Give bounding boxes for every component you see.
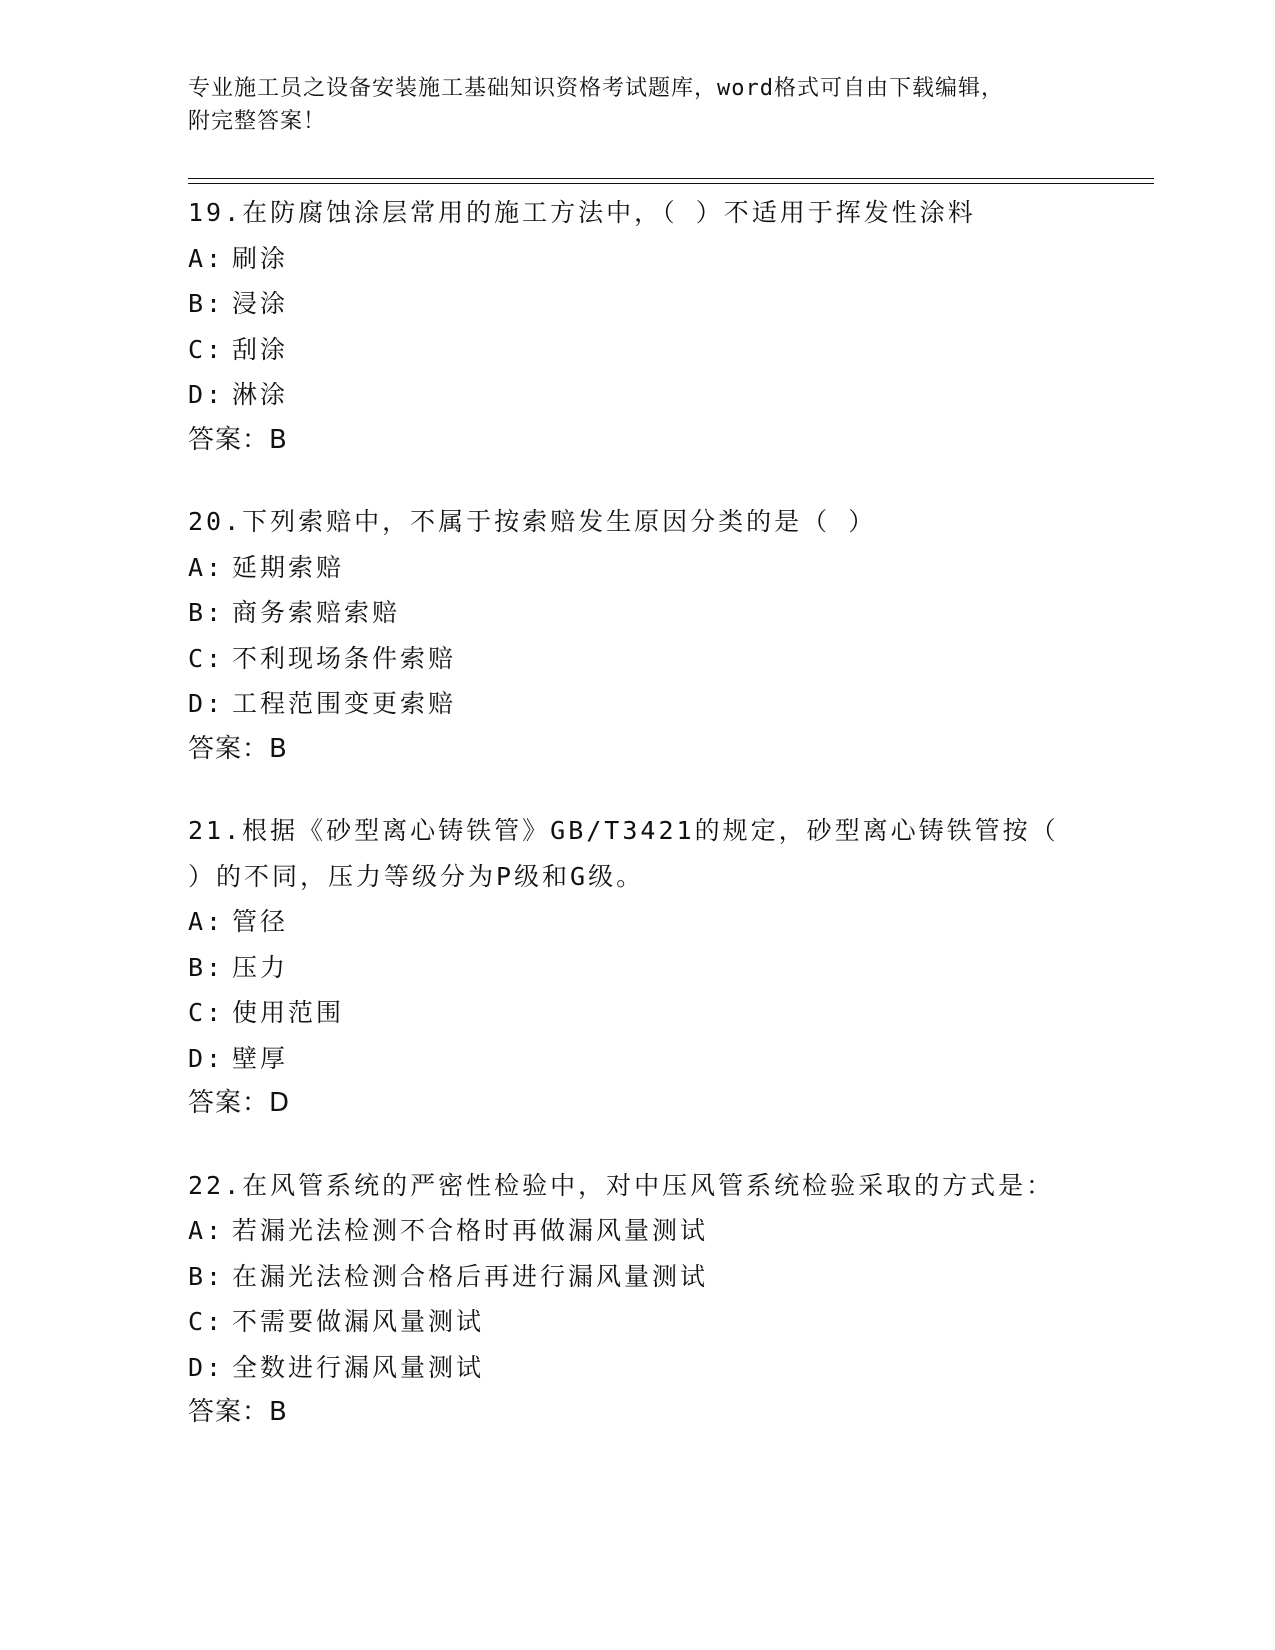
option-key: D:: [188, 1043, 225, 1073]
question-list: [188, 190, 1088, 1472]
question-22: [188, 1163, 1088, 1436]
option-d: [188, 1036, 1088, 1082]
option-d: [188, 372, 1088, 418]
option-text: 压力: [232, 952, 289, 982]
option-b: [188, 281, 1088, 327]
option-key: D:: [188, 380, 225, 409]
option-text: 若漏光法检测不合格时再做漏风量测试: [232, 1216, 709, 1245]
option-a: [188, 236, 1088, 282]
option-key: D:: [188, 1352, 225, 1382]
option-c: [188, 990, 1088, 1036]
option-text: 商务索赔索赔: [232, 598, 401, 627]
question-stem: [188, 808, 1088, 899]
option-key: C:: [188, 643, 225, 673]
option-key: C:: [188, 998, 225, 1027]
header-divider-top: [188, 178, 1154, 179]
option-b: [188, 590, 1088, 636]
option-d: [188, 681, 1088, 727]
option-key: C:: [188, 1307, 225, 1336]
option-c: [188, 636, 1088, 682]
option-text: 淋涂: [232, 380, 289, 409]
option-text: 刮涂: [232, 334, 289, 364]
option-text: 工程范围变更索赔: [232, 689, 457, 718]
option-text: 浸涂: [232, 289, 289, 318]
option-text: 壁厚: [232, 1043, 289, 1073]
option-key: A:: [188, 243, 225, 273]
question-stem: [188, 499, 1088, 545]
document-header: [188, 72, 1088, 138]
question-19: [188, 190, 1088, 463]
question-stem: [188, 1163, 1088, 1209]
option-key: D:: [188, 689, 225, 718]
option-c: [188, 327, 1088, 373]
option-b: [188, 945, 1088, 991]
option-a: [188, 545, 1088, 591]
option-text: 在漏光法检测合格后再进行漏风量测试: [232, 1261, 709, 1291]
option-d: [188, 1345, 1088, 1391]
option-text: 使用范围: [232, 998, 345, 1027]
question-stem: [188, 190, 1088, 236]
option-text: 延期索赔: [232, 552, 345, 582]
stem-line: 20.下列索赔中，不属于按索赔发生原因分类的是（ ）: [188, 507, 877, 536]
option-key: B:: [188, 598, 225, 627]
option-key: A:: [188, 907, 225, 936]
header-line-2: 附完整答案！: [188, 109, 327, 134]
option-key: A:: [188, 1216, 225, 1245]
option-c: [188, 1299, 1088, 1345]
option-text: 管径: [232, 907, 289, 936]
option-text: 刷涂: [232, 243, 289, 273]
option-text: 不需要做漏风量测试: [232, 1307, 485, 1336]
option-key: A:: [188, 552, 225, 582]
answer-line: 答案：B: [188, 733, 288, 764]
answer-line: 答案：B: [188, 424, 288, 455]
option-a: [188, 1208, 1088, 1254]
option-a: [188, 899, 1088, 945]
header-line-1: 专业施工员之设备安装施工基础知识资格考试题库，word格式可自由下载编辑，: [188, 76, 1004, 101]
answer-line: 答案：B: [188, 1397, 288, 1427]
stem-line: 22.在风管系统的严密性检验中，对中压风管系统检验采取的方式是：: [188, 1170, 1055, 1200]
stem-line: ）的不同，压力等级分为P级和G级。: [188, 861, 645, 891]
option-text: 不利现场条件索赔: [232, 643, 457, 673]
question-21: [188, 808, 1088, 1127]
stem-line: 21.根据《砂型离心铸铁管》GB/T3421的规定，砂型离心铸铁管按（: [188, 816, 1059, 845]
question-20: [188, 499, 1088, 772]
stem-line: 19.在防腐蚀涂层常用的施工方法中，（ ）不适用于挥发性涂料: [188, 198, 976, 227]
option-key: B:: [188, 1261, 225, 1291]
option-key: B:: [188, 952, 225, 982]
option-text: 全数进行漏风量测试: [232, 1352, 485, 1382]
header-divider-bottom: [188, 183, 1154, 184]
option-b: [188, 1254, 1088, 1300]
option-key: B:: [188, 289, 225, 318]
answer-line: 答案：D: [188, 1088, 291, 1118]
option-key: C:: [188, 334, 225, 364]
